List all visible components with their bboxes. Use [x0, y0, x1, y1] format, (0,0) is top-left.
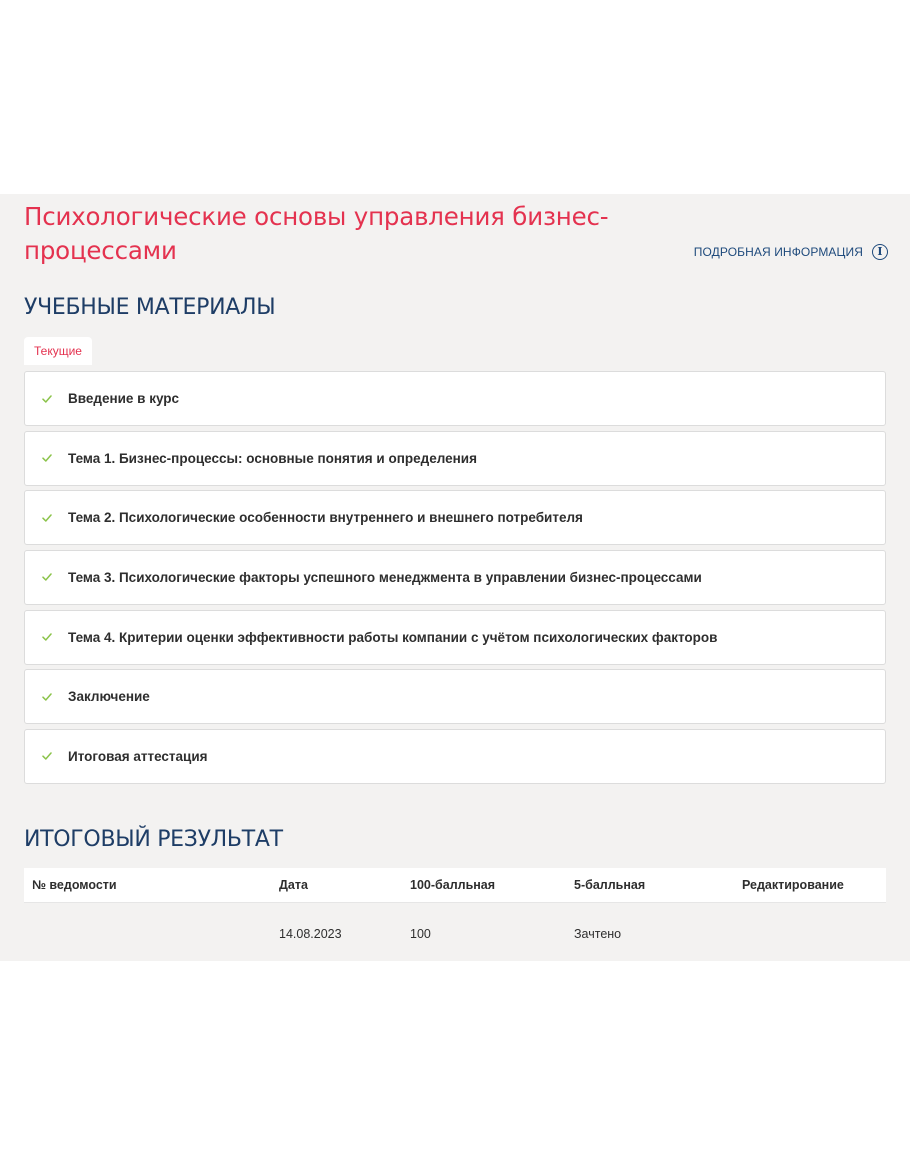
- materials-item-label: Тема 3. Психологические факторы успешного менеджмента в управлении бизнес-процессами: [68, 569, 702, 585]
- materials-item-conclusion[interactable]: [24, 669, 886, 724]
- cell-record-number: [24, 903, 271, 966]
- materials-item-label: Введение в курс: [68, 391, 180, 406]
- materials-heading: УЧЕБНЫЕ МАТЕРИАЛЫ: [24, 295, 276, 320]
- materials-item-final-attestation[interactable]: [24, 729, 886, 784]
- cell-date: 14.08.2023: [279, 927, 342, 941]
- materials-item-intro[interactable]: [24, 371, 886, 426]
- materials-item-topic-4[interactable]: [24, 610, 886, 665]
- check-icon: [42, 514, 52, 522]
- check-icon: [42, 573, 52, 581]
- course-title: Психологические основы управления бизнес-процессами: [24, 202, 609, 265]
- column-header-score-100: 100-балльная: [402, 868, 566, 903]
- materials-item-topic-3[interactable]: [24, 550, 886, 605]
- materials-item-label: Тема 1. Бизнес-процессы: основные понятия и определения: [68, 450, 477, 466]
- materials-item-label: Тема 2. Психологические особенности внутреннего и внешнего потребителя: [68, 510, 583, 526]
- results-table: [24, 868, 886, 965]
- details-link[interactable]: [694, 244, 888, 260]
- table-row: [24, 903, 886, 966]
- table-header-row: [24, 868, 886, 903]
- column-header-date: Дата: [271, 868, 402, 903]
- materials-item-label: Заключение: [68, 689, 150, 705]
- cell-score-5: Зачтено: [574, 927, 622, 941]
- column-header-score-5: 5-балльная: [566, 868, 734, 903]
- check-icon: [42, 633, 52, 641]
- materials-item-topic-1[interactable]: [24, 431, 886, 486]
- result-heading: ИТОГОВЫЙ РЕЗУЛЬТАТ: [24, 827, 283, 852]
- cell-score-100: 100: [410, 927, 431, 941]
- check-icon: [42, 752, 52, 760]
- materials-item-label: Итоговая аттестация: [68, 748, 208, 764]
- info-circle-icon[interactable]: I: [872, 244, 888, 260]
- check-icon: [42, 693, 52, 701]
- details-link-label: ПОДРОБНАЯ ИНФОРМАЦИЯ: [693, 245, 863, 259]
- materials-item-label: Тема 4. Критерии оценки эффективности работы компании с учётом психологических факторов: [68, 629, 718, 645]
- materials-list: [24, 371, 886, 789]
- materials-item-topic-2[interactable]: [24, 490, 886, 545]
- check-icon: [42, 454, 52, 462]
- cell-editing: [734, 903, 886, 966]
- tab-current[interactable]: Текущие: [24, 337, 92, 365]
- check-icon: [42, 395, 52, 403]
- column-header-record-number: № ведомости: [24, 868, 271, 903]
- column-header-editing: Редактирование: [734, 868, 886, 903]
